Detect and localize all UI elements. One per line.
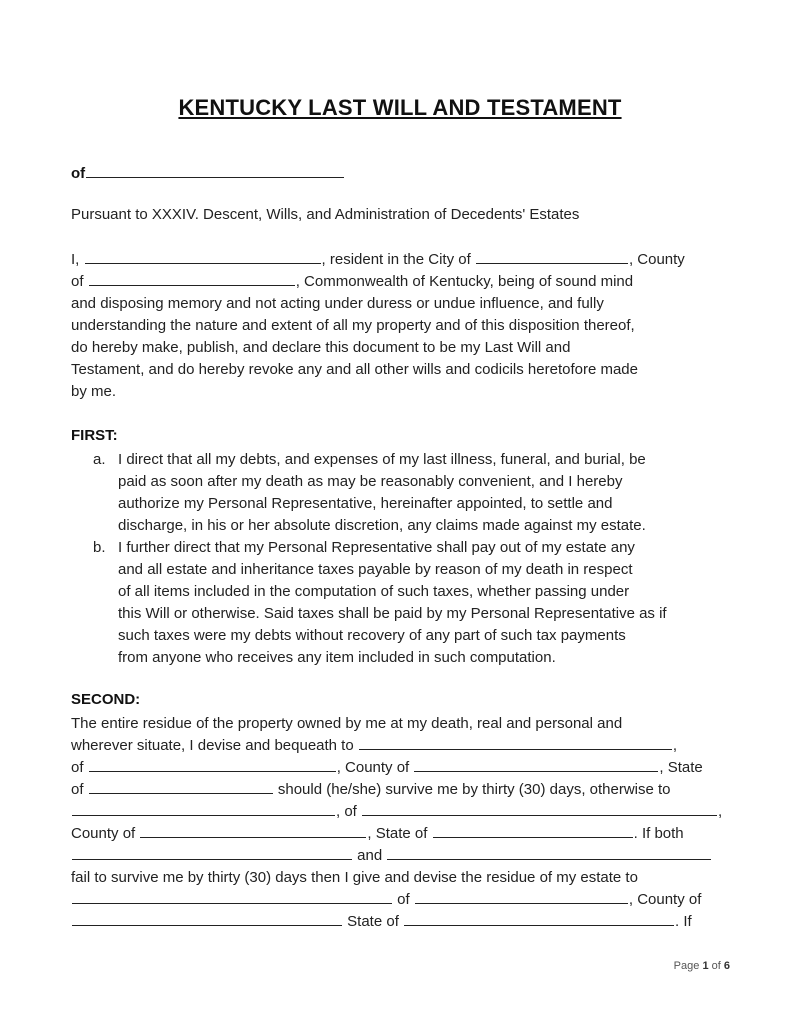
intro-text: I, <box>71 251 80 268</box>
intro-line-2 <box>71 271 731 293</box>
second-text: , County of <box>628 891 702 908</box>
item-line: I further direct that my Personal Representative shall pay out of my estate any <box>118 539 635 556</box>
item-text <box>118 537 731 669</box>
second-line-7 <box>71 845 731 867</box>
county-blank[interactable] <box>89 271 295 286</box>
second-text: County of <box>71 825 136 842</box>
residuary-city-blank[interactable] <box>415 889 628 904</box>
beneficiary-county-blank[interactable] <box>414 757 658 772</box>
second-text: . If both <box>633 825 684 842</box>
intro-line-1 <box>71 249 731 271</box>
second-text: State of <box>347 913 399 930</box>
intro-line-5: do hereby make, publish, and declare this document to be my Last Will and <box>71 339 571 356</box>
intro-paragraph <box>71 249 731 403</box>
second-line-9 <box>71 889 731 911</box>
alternate-city-blank[interactable] <box>362 801 717 816</box>
second-text: and <box>357 847 383 864</box>
second-text: of <box>71 781 84 798</box>
second-line-1: The entire residue of the property owned by me at my death, real and personal and <box>71 715 623 732</box>
second-line-10 <box>71 911 731 933</box>
second-text: , of <box>336 803 357 820</box>
second-beneficiary-blank[interactable] <box>387 845 711 860</box>
item-line: discharge, in his or her absolute discretion, any claims made against my estate. <box>118 517 646 534</box>
item-text <box>118 449 731 537</box>
second-text: should (he/she) survive me by thirty (30) days, otherwise to <box>277 781 671 798</box>
residuary-beneficiary-blank[interactable] <box>72 889 392 904</box>
residuary-county-blank[interactable] <box>72 911 342 926</box>
intro-line-7: by me. <box>71 383 117 400</box>
name-blank[interactable] <box>85 249 321 264</box>
item-line: and all estate and inheritance taxes payable by reason of my death in respect <box>118 561 633 578</box>
second-text: , State <box>659 759 703 776</box>
second-text: , State of <box>367 825 428 842</box>
alternate-beneficiary-blank[interactable] <box>72 801 335 816</box>
page-number: 1 <box>702 960 709 972</box>
item-line: such taxes were my debts without recovery of any part of such tax payments <box>118 627 626 644</box>
second-text: , County of <box>336 759 410 776</box>
intro-line-6: Testament, and do hereby revoke any and all other wills and codicils heretofore made <box>71 361 638 378</box>
item-line: I direct that all my debts, and expenses of my last illness, funeral, and burial, be <box>118 451 646 468</box>
item-line: this Will or otherwise. Said taxes shall be paid by my Personal Representative as if <box>118 605 667 622</box>
of-name-line <box>71 163 345 182</box>
intro-text: , County <box>628 251 685 268</box>
second-text: , <box>718 803 723 820</box>
second-text: . If <box>675 913 692 930</box>
second-line-2 <box>71 735 731 757</box>
pursuant-statement: Pursuant to XXXIV. Descent, Wills, and Administration of Decedents' Estates <box>71 206 580 223</box>
page-of-label: of <box>711 960 721 972</box>
second-line-6 <box>71 823 731 845</box>
second-heading: SECOND: <box>71 691 141 708</box>
alternate-county-blank[interactable] <box>140 823 366 838</box>
beneficiary-city-blank[interactable] <box>89 757 336 772</box>
second-line-8: fail to survive me by thirty (30) days then I give and devise the residue of my estate to <box>71 869 638 886</box>
second-text: wherever situate, I devise and bequeath to <box>71 737 354 754</box>
first-item-b <box>71 537 731 669</box>
city-blank[interactable] <box>476 249 628 264</box>
second-line-3 <box>71 757 731 779</box>
second-text: , <box>672 737 678 754</box>
first-item-a <box>71 449 731 537</box>
first-heading: FIRST: <box>71 427 118 444</box>
beneficiary-state-blank[interactable] <box>89 779 273 794</box>
item-line: authorize my Personal Representative, hereinafter appointed, to settle and <box>118 495 613 512</box>
intro-text: , Commonwealth of Kentucky, being of sound mind <box>295 273 634 290</box>
second-text: of <box>397 891 410 908</box>
page-label: Page <box>673 960 700 972</box>
first-beneficiary-blank[interactable] <box>72 845 352 860</box>
second-text: of <box>71 759 84 776</box>
second-paragraph <box>71 713 731 933</box>
item-line: paid as soon after my death as may be reasonably convenient, and I hereby <box>118 473 623 490</box>
alternate-state-blank[interactable] <box>433 823 633 838</box>
intro-line-3: and disposing memory and not acting under duress or undue influence, and fully <box>71 295 604 312</box>
item-label: b. <box>93 539 106 556</box>
intro-text: of <box>71 273 84 290</box>
second-line-4 <box>71 779 731 801</box>
intro-text: , resident in the City of <box>321 251 471 268</box>
item-label: a. <box>93 451 106 468</box>
intro-line-4: understanding the nature and extent of all my property and of this disposition thereof, <box>71 317 635 334</box>
testator-name-blank[interactable] <box>86 163 344 178</box>
second-line-5 <box>71 801 731 823</box>
item-line: from anyone who receives any item included in such computation. <box>118 649 556 666</box>
page-total: 6 <box>723 960 730 972</box>
residuary-state-blank[interactable] <box>404 911 674 926</box>
of-label: of <box>71 165 86 182</box>
document-title: KENTUCKY LAST WILL AND TESTAMENT <box>178 95 622 120</box>
page-footer <box>674 960 730 972</box>
item-line: of all items included in the computation of such taxes, whether passing under <box>118 583 630 600</box>
beneficiary-blank[interactable] <box>359 735 672 750</box>
